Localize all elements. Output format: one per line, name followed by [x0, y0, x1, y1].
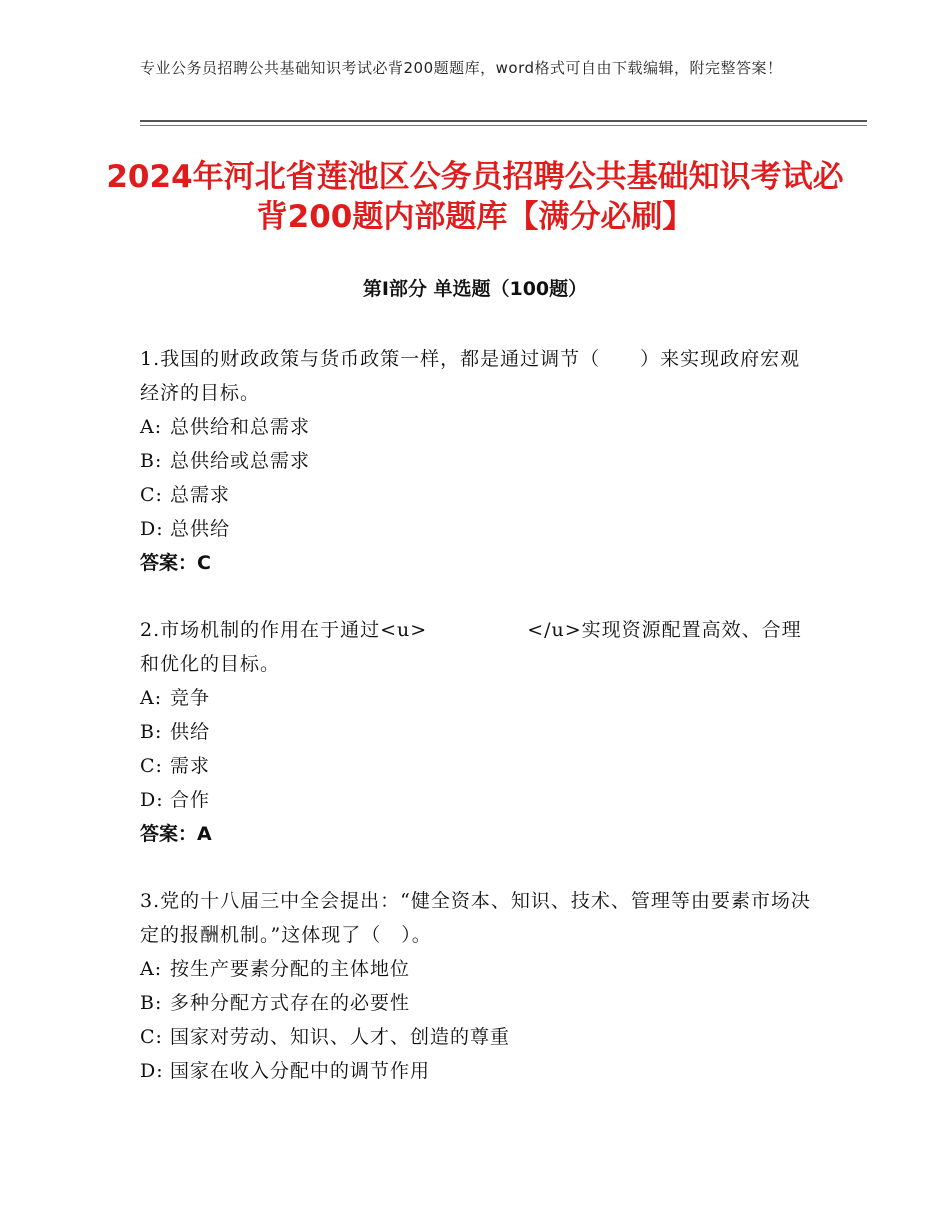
option-b	[140, 986, 820, 1020]
option-letter: D:	[140, 1060, 164, 1082]
section-heading: 第Ⅰ部分 单选题（100题）	[362, 278, 588, 300]
question-list	[140, 341, 820, 1120]
option-text: 多种分配方式存在的必要性	[170, 992, 411, 1014]
option-letter: C:	[140, 755, 163, 777]
option-letter: D:	[140, 518, 164, 540]
option-d	[140, 1054, 820, 1088]
option-b	[140, 715, 820, 749]
option-text: 按生产要素分配的主体地位	[170, 958, 411, 980]
option-text: 国家在收入分配中的调节作用	[170, 1060, 431, 1082]
option-c	[140, 749, 820, 783]
option-letter: B:	[140, 992, 163, 1014]
option-b	[140, 444, 820, 478]
option-text: 总供给	[170, 518, 231, 540]
option-text: 总供给和总需求	[170, 416, 311, 438]
option-letter: D:	[140, 789, 164, 811]
question-stem: 2.市场机制的作用在于通过<u> </u>实现资源配置高效、合理和优化的目标。	[140, 619, 802, 675]
option-letter: C:	[140, 484, 163, 506]
option-text: 国家对劳动、知识、人才、创造的尊重	[170, 1026, 511, 1048]
question-1	[140, 341, 820, 580]
option-letter: A:	[140, 687, 163, 709]
option-letter: A:	[140, 416, 163, 438]
option-c	[140, 1020, 820, 1054]
option-c	[140, 478, 820, 512]
option-text: 总需求	[170, 484, 231, 506]
header-divider-thick	[140, 120, 867, 122]
answer-line: 答案：A	[140, 823, 212, 845]
option-letter: B:	[140, 721, 163, 743]
option-text: 总供给或总需求	[170, 450, 311, 472]
option-d	[140, 783, 820, 817]
question-3	[140, 883, 820, 1088]
question-stem: 1.我国的财政政策与货币政策一样，都是通过调节（ ）来实现政府宏观经济的目标。	[140, 348, 801, 404]
option-d	[140, 512, 820, 546]
option-letter: A:	[140, 958, 163, 980]
option-text: 合作	[170, 789, 211, 811]
question-2	[140, 612, 820, 851]
option-letter: C:	[140, 1026, 163, 1048]
question-stem: 3.党的十八届三中全会提出：“健全资本、知识、技术、管理等由要素市场决定的报酬机制。”这体现了（ ）。	[140, 890, 811, 946]
answer-line: 答案：C	[140, 552, 211, 574]
option-letter: B:	[140, 450, 163, 472]
option-text: 竞争	[170, 687, 211, 709]
option-a	[140, 681, 820, 715]
option-a	[140, 410, 820, 444]
header-divider-thin	[140, 125, 867, 126]
option-text: 需求	[170, 755, 211, 777]
option-a	[140, 952, 820, 986]
document-title: 2024年河北省莲池区公务员招聘公共基础知识考试必背200题内部题库【满分必刷】	[106, 159, 844, 235]
header-note: 专业公务员招聘公共基础知识考试必背200题题库，word格式可自由下载编辑，附完整答案！	[140, 59, 783, 77]
option-text: 供给	[170, 721, 211, 743]
